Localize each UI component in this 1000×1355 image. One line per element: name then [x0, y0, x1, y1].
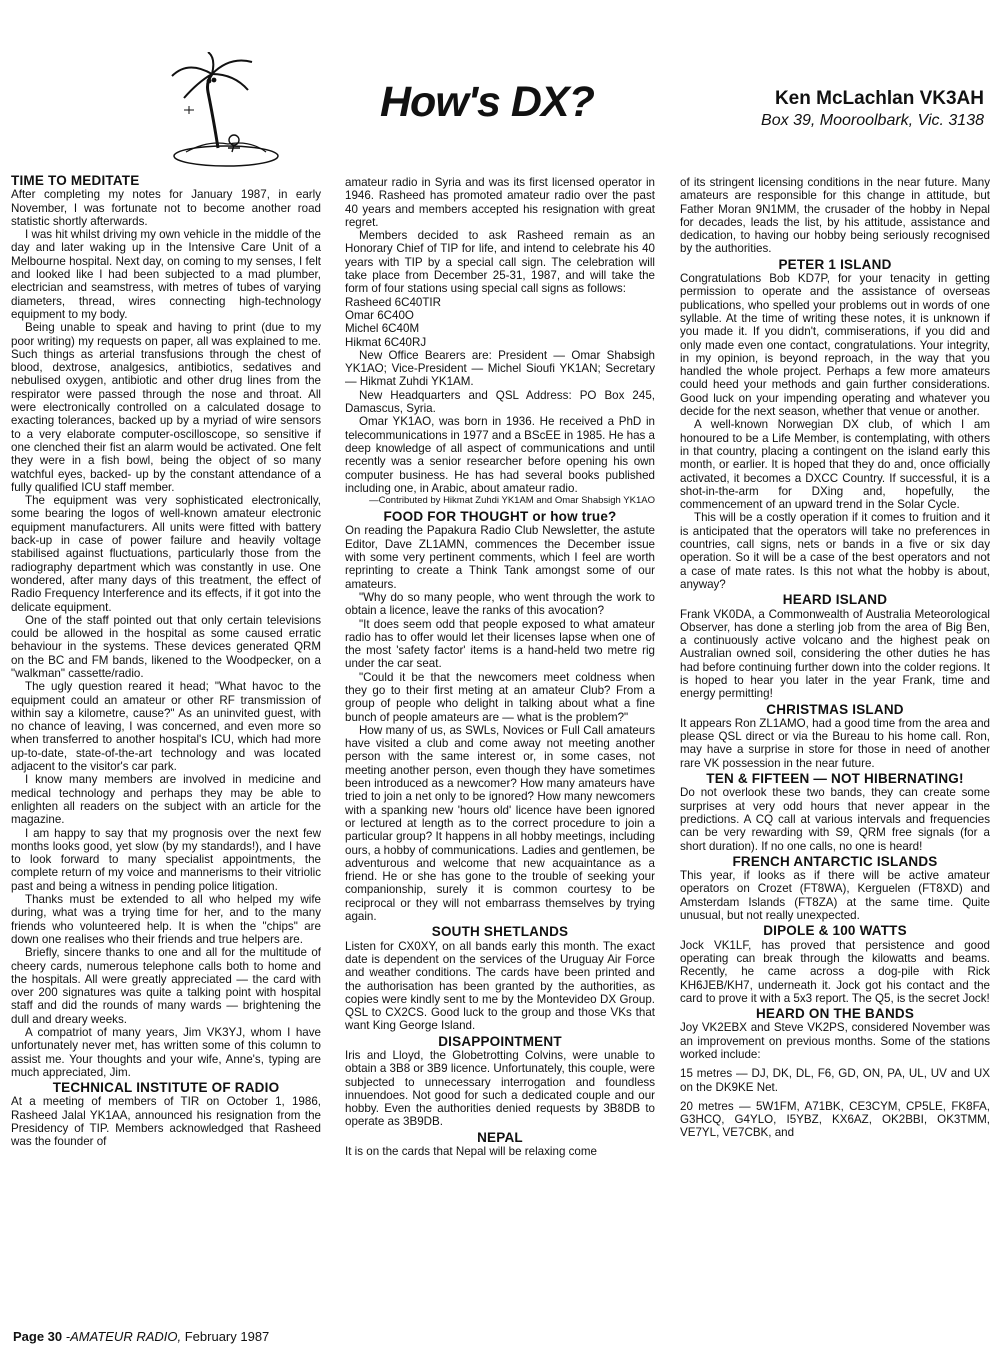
section-heading: TECHNICAL INSTITUTE OF RADIO [52, 1080, 280, 1096]
section-heading: NEPAL [477, 1129, 523, 1145]
band-report: 15 metres — DJ, DK, DL, F6, GD, ON, PA, UL, UV and UX on the DK9KE Net. [680, 1067, 990, 1094]
paragraph: This year, if looks as if there will be active amateur operators on Crozet (FT8WA), Kerguelen (FT8XD) and Amsterdam Islands (FT8ZA) at the same time. Quite unusual, but not really unexpected. [680, 869, 990, 923]
section-heading: PETER 1 ISLAND [778, 256, 892, 272]
list-item: Hikmat 6C40RJ [345, 335, 427, 349]
section-heading: HEARD ON THE BANDS [755, 1006, 915, 1022]
paragraph: I know many members are involved in medicine and medical technology and perhaps they may be able to enlighten all readers on the subject with an article for the magazine. [11, 773, 321, 827]
paragraph: "It does seem odd that people exposed to what amateur radio has to offer would let their licenses lapse when one of the most 'safety factor' items is a hand-held two metre rig under the car seat. [345, 617, 655, 671]
page-footer [13, 1329, 269, 1344]
paragraph: I am happy to say that my prognosis over the next few months looks good, yet slow (by my standards!), and I have to look forward to many specialist appointments, the complete return of my voice and mannerisms to their vitriolic past and being a witness in pending police litigation. [11, 826, 321, 893]
section-heading: CHRISTMAS ISLAND [766, 701, 904, 717]
paragraph: A compatriot of many years, Jim VK3YJ, whom I have unfortunately never met, has written some of this column to assist me. Your thoughts and your wife, Anne's, typing are much appreciated, Jim. [11, 1026, 321, 1079]
page-number: Page 30 [13, 1329, 63, 1344]
author-name: Ken McLachlan VK3AH [774, 88, 984, 109]
band-report: 20 metres — 5W1FM, A71BK, CE3CYM, CP5LE, FK8FA, G3HCQ, G4YLO, I5YBZ, KX6AZ, OK2BBI, OK3TMM, VE7YL, VE7CBK, and [680, 1099, 990, 1140]
paragraph: Congratulations Bob KD7P, for your tenacity in getting permission to operate and the assistance of overseas publications, who spelled your problems out in words of one syllable. At the time of writing these notes, it is unknown if you made it. If you didn't, commiserations, if you did and only made even one contact, congratulations. Your integrity, in my opinion, is beyond reproach, in the way that you handled the whole project. Perhaps a few more amateurs could heed your methods and gain further considerations. Good luck on your impending operating and whatever you decide for the next season, whether that venue or another. [680, 272, 990, 419]
paragraph: I was hit whilst driving my own vehicle in the middle of the day and later waking up in the Intensive Care Unit of a Melbourne hospital. Next day, on coming to my senses, I felt and looked like I had been subjected to a mad plumber, electrician and seamstress, with metres of tubes of varying diameters, thread, wires connecting high-technology equipment to my body. [11, 228, 321, 321]
paragraph: At a meeting of members of TIR on October 1, 1986, Rasheed Jalal YK1AA, announced his resignation from the Presidency of TIP. Members acknowledged that Rasheed was the founder of [11, 1095, 321, 1149]
column-1 [11, 172, 321, 1322]
contribution-credit: —Contributed by Hikmat Zuhdi YK1AM and Omar Shabsigh YK1AO [369, 495, 655, 507]
paragraph: It is on the cards that Nepal will be relaxing come [345, 1145, 597, 1159]
column-2 [345, 176, 655, 1326]
paragraph: Members decided to ask Rasheed remain as an Honorary Chief of TIP for life, and intend to celebrate his 40 years with TIP by a special call sign. The celebration will take place from December 25-31, 1987, and will take the form of four stations using special call signs as follows: [345, 229, 655, 296]
issue-date: February 1987 [184, 1329, 270, 1344]
paragraph: "Could it be that the newcomers meet coldness when they go to their first meting at an amateur Club? From a group of people who delight in talking about what a fine bunch of people amateurs are — what is the problem?" [345, 670, 655, 724]
department-title: How's DX? [380, 78, 594, 126]
paragraph: Omar YK1AO, was born in 1936. He received a PhD in telecommunications in 1977 and a BScEE in 1985. He has a deep knowledge of all aspect of communications and until recently was a senior researcher before opening his own computer business. He has had several books published including one, in Arabic, about amateur radio. [345, 415, 655, 495]
author-block [761, 88, 984, 132]
masthead [0, 0, 1000, 170]
paragraph: It appears Ron ZL1AMO, had a good time from the area and please QSL direct or via the Bureau to his home call. Ron, may have a surprise in store for those in need of another rare VK possession in the near future. [680, 716, 990, 770]
column-3 [680, 176, 990, 1326]
paragraph: Briefly, sincere thanks to one and all for the multitude of cheery cards, numerous telephone calls both to home and the hospitals. All were greatly appreciated — the card with over 200 signatures was quite a talking point with hospital staff and did the rounds of many wards — brightening the dull and dreary weeks. [11, 946, 321, 1026]
paragraph: Jock VK1LF, has proved that persistence and good operating can break through the kilowatts and beams. Recently, he came across a dog-pile with Rick KH6JEB/KH7, underneath it. Jock got his contact and the card to prove it with a 5x3 report. The Q5, is the secret Jock! [680, 938, 990, 1005]
section-heading: TIME TO MEDITATE [11, 173, 140, 188]
publication-name: -AMATEUR RADIO, [65, 1329, 182, 1344]
section-heading: HEARD ISLAND [782, 592, 888, 608]
paragraph: Joy VK2EBX and Steve VK2PS, considered November was an improvement on previous months. Some of the stations worked include: [680, 1021, 990, 1061]
paragraph: Do not overlook these two bands, they can create some surprises at very odd hours that never appear in the predictions. A CQ call at various intervals and frequencies can be very rewarding with S9, QRM free signals (for a short duration). If no one calls, no one is heard! [680, 786, 990, 853]
list-item: Michel 6C40M [345, 322, 420, 336]
paragraph: After completing my notes for January 1987, in early November, I was fortunate not to become another road statistic shortly afterwards. [11, 188, 321, 228]
paragraph: The equipment was very sophisticated electronically, some bearing the logos of well-known amateur electronic equipment manufacturers. All units were fitted with battery back-up in case of power failure and heavily voltage stabilised against fluctuations, particularly those from the radiography department which was constantly in use. One wondered, after many days of this treatment, the effect of Radio Frequency Interference and its effects, if it got into the delicate equipment. [11, 494, 321, 614]
paragraph: of its stringent licensing conditions in the near future. Many amateurs are responsible for this change in attitude, but Father Moran 9N1MM, the crusader of the hobby in Nepal for decades, leads the list, by his attitude, assistance and dedication, to having our hobby being seriously recognised by the authorities. [680, 176, 990, 256]
section-heading: DISAPPOINTMENT [438, 1033, 562, 1049]
list-item: Omar 6C40O [345, 308, 414, 322]
paragraph: A well-known Norwegian DX club, of which I am honoured to be a Life Member, is contemplating, with others in that country, placing a contingent on the island early this month, or earlier. It is hoped that they do and, once officially activated, it becomes a DXCC Country. If successful, it is a shot-in-the-arm for DXing and, hopefully, the commencement of an upward trend in the Solar Cycle. [680, 418, 990, 512]
paragraph: Being unable to speak and having to print (due to my poor writing) my requests on paper, all was explained to me. Such things as arterial transfusions through the chest of blood, dextrose, analgesics, antibiotics, sedatives and nebulised oxygen, antibiotic and other drug lines from the respirator were passed through the nose and throat. All were electronically controlled on a calculated dosage to exacting tolerances, backed up by a myriad of wire sensors to a very elaborate computer-oscilloscope, so sensitive if one clenched their fist an alarm would be activated. One felt they were in a fish bowl, being the object of so many watchful eyes, backed- up by the constant attendance of a fully qualified ICU staff member. [11, 321, 321, 494]
author-address: Box 39, Mooroolbark, Vic. 3138 [761, 112, 984, 129]
paragraph: Listen for CX0XY, on all bands early this month. The exact date is dependent on the services of the Uruguay Air Force and weather conditions. The cards have been printed and the authorisation has been granted by the authorities, as copies were kindly sent to me by the Montevideo DX Group. QSL to CX2CS. Good luck to the group and those VKs that want King George Island. [345, 939, 655, 1033]
paragraph: New Office Bearers are: President — Omar Shabsigh YK1AO; Vice-President — Michel Sioufi YK1AN; Secretary — Hikmat Zuhdi YK1AM. [345, 348, 655, 389]
paragraph: One of the staff pointed out that only certain televisions could be allowed in the hospital as some caused erratic behaviour in the systems. These devices generated QRM on the BC and FM bands, likened to the Woodpecker, on a "walkman" cassette/radio. [11, 613, 321, 680]
paragraph: New Headquarters and QSL Address: PO Box 245, Damascus, Syria. [345, 388, 655, 416]
paragraph: How many of us, as SWLs, Novices or Full Call amateurs have visited a club and come away not meeting another person with the same interest or, in some cases, not meeting another person, even though they have sometimes been introduced as a newcomer? How many amateurs have tried to join a net only to be ignored? How many newcomers with a spanking new 'hours old' licence have been ignored or lectured at length as to the correct procedure to join a particular group? It happens in all hobby meetings, including ours, a hobby of communications. Ladies and gentlemen, be adventurous and welcome that new acquaintance as a friend. He or she has gone to the trouble of seeking your companionship, surely it is common courtesy to be reciprocal or they will not embarrass themselves by trying again. [345, 723, 655, 924]
call-sign-list [345, 296, 655, 349]
paragraph: The ugly question reared it head; "What havoc to the equipment could an amateur or other RF transmission of within say a kilometre, cause?" As an uninvited guest, with no chance of leaving, I was concerned, and even more so when transferred to another hospital's ICU, which had more up-to-date, state-of-the-art technology and was located adjacent to the visitor's car park. [11, 680, 321, 774]
list-item: Rasheed 6C40TIR [345, 295, 442, 309]
paragraph: Thanks must be extended to all who helped my wife during, what was a trying time for her, and to the many friends who volunteered help. It is when the "chips" are down one realises who their friends and true helpers are. [11, 893, 321, 946]
paragraph: "Why do so many people, who went through the work to obtain a licence, leave the ranks of this avocation? [345, 590, 655, 618]
section-heading: TEN & FIFTEEN — NOT HIBERNATING! [706, 771, 964, 787]
paragraph: Frank VK0DA, a Commonwealth of Australia Meteorological Observer, has done a sterling job from the area of Big Ben, a continuously active volcano and the highest peak on Australian owned soil, considering the other duties he has had before continuing further down into the colder regions. It is hoped to hear you later in the year Frank, time and energy permitting! [680, 607, 990, 701]
section-heading: SOUTH SHETLANDS [431, 924, 569, 940]
section-heading: DIPOLE & 100 WATTS [763, 923, 907, 939]
section-heading: FOOD FOR THOUGHT or how true? [383, 509, 617, 525]
paragraph: Iris and Lloyd, the Globetrotting Colvins, were unable to obtain a 3B8 or 3B9 licence. Unfortunately, this couple, were subjected to unnecessary interrogation and foundless innuendoes. Not good for such a dedicated couple and our hobby. Even the authorities denied requests by 3B8DB to operate as 3B9DB. [345, 1049, 655, 1129]
paragraph: amateur radio in Syria and was its first licensed operator in 1946. Rasheed has promoted amateur radio over the past 40 years and members accepted his resignation with great regret. [345, 176, 655, 229]
paragraph: This will be a costly operation if it comes to fruition and it is anticipated that the operators will take no preferences in countries, call signs, nets or bands in a five or six day operation. So it will be a case of the best operators and not a case of mate rates. Is this not what the hobby is about, anyway? [680, 511, 990, 591]
section-heading: FRENCH ANTARCTIC ISLANDS [732, 853, 938, 869]
paragraph: On reading the Papakura Radio Club Newsletter, the astute Editor, Dave ZL1AMN, commences the December issue with some very pertinent comments, which I feel are worth reprinting to create a Think Tank amongst some of our amateurs. [345, 524, 655, 591]
desert-island-palm-icon [168, 52, 280, 170]
